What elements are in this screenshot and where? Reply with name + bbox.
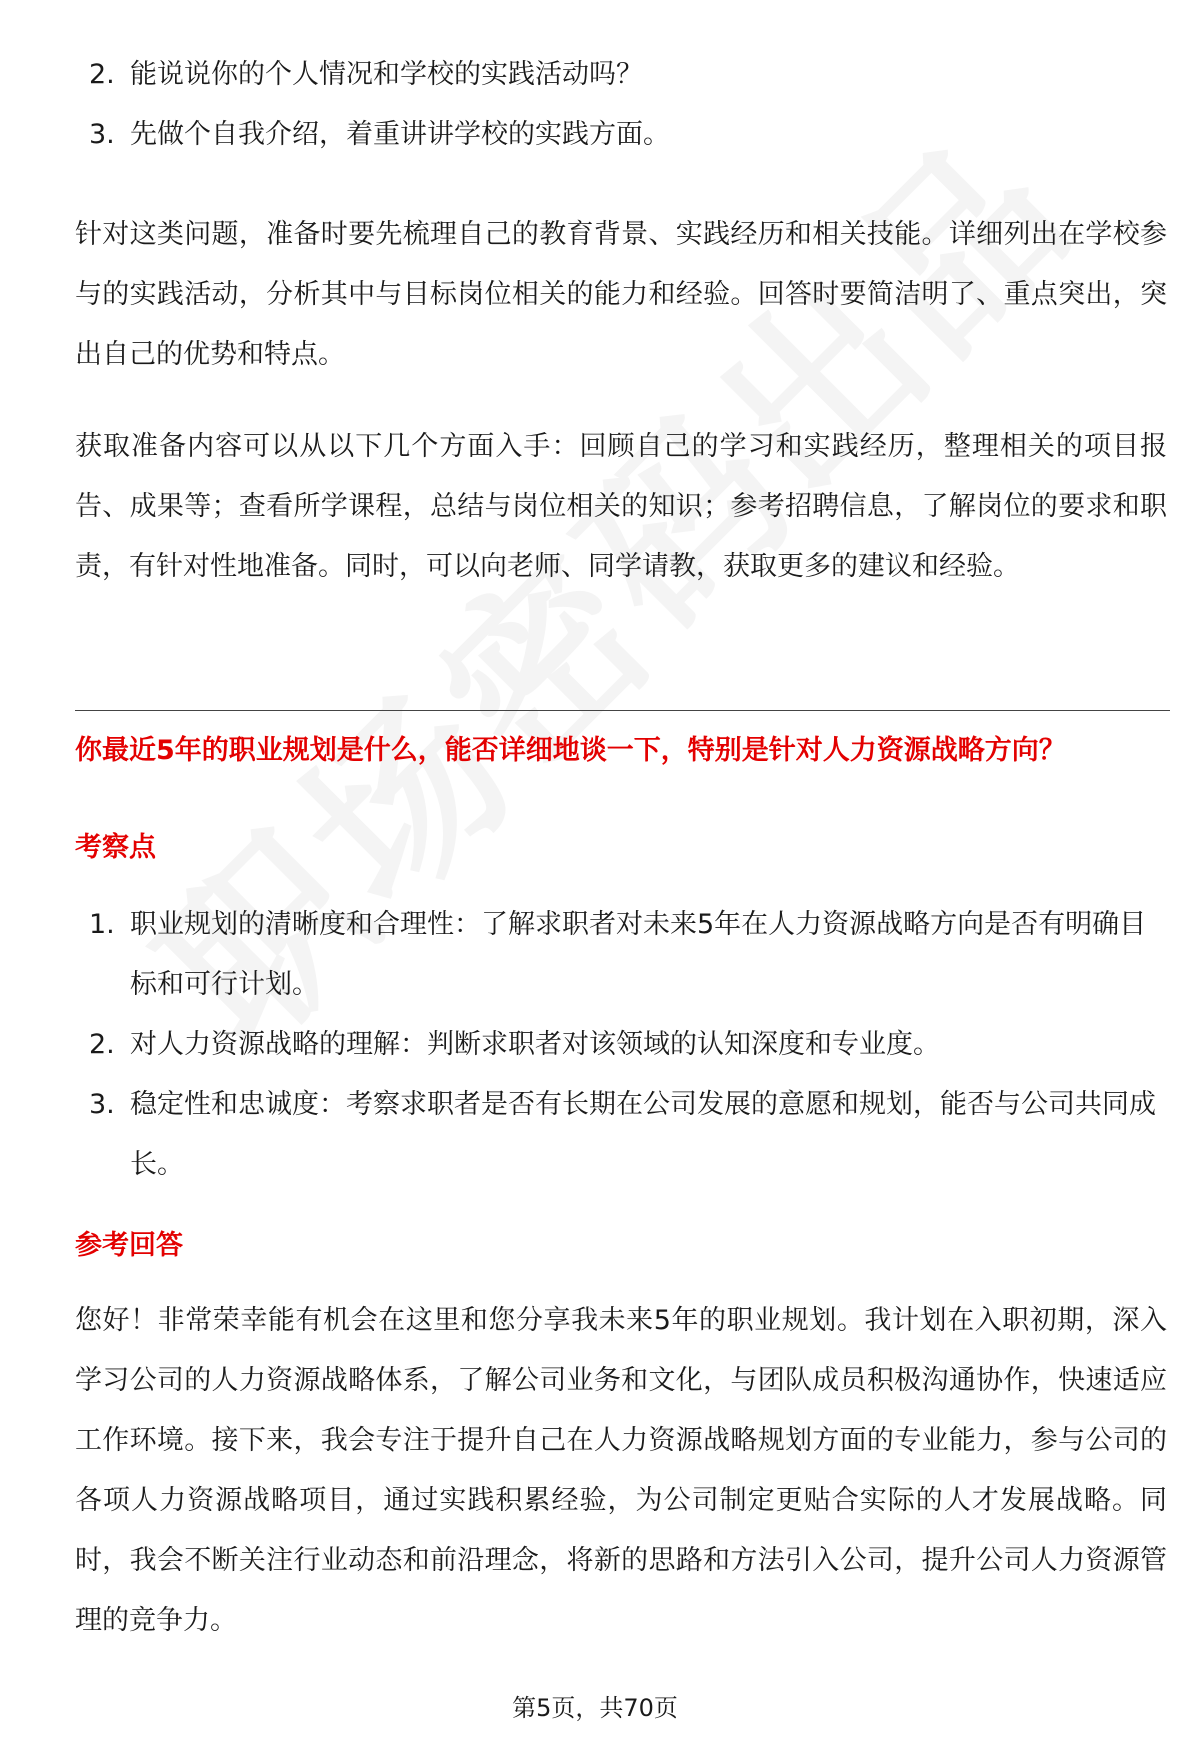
- document-page: [75, 0, 1170, 1755]
- section-divider: [75, 710, 1170, 711]
- answer-paragraph: 您好！非常荣幸能有机会在这里和您分享我未来5年的职业规划。我计划在入职初期，深入学习公司的人力资源战略体系，了解公司业务和文化，与团队成员积极沟通协作，快速适应工作环境。接下来，我会专注于提升自己在人力资源战略规划方面的专业能力，参与公司的各项人力资源战略项目，通过实践积累经验，为公司制定更贴合实际的人才发展战略。同时，我会不断关注行业动态和前沿理念，将新的思路和方法引入公司，提升公司人力资源管理的竞争力。: [75, 1305, 1167, 1636]
- list-item: 2. 能说说你的个人情况和学校的实践活动吗？: [89, 59, 643, 90]
- answer-heading: 参考回答: [75, 1230, 183, 1261]
- top-list: [75, 45, 1170, 165]
- question-title: 你最近5年的职业规划是什么，能否详细地谈一下，特别是针对人力资源战略方向？: [75, 735, 1066, 766]
- list-item: 3. 稳定性和忠诚度：考察求职者是否有长期在公司发展的意愿和规划，能否与公司共同成长。: [89, 1089, 1156, 1180]
- list-item: 2. 对人力资源战略的理解：判断求职者对该领域的认知深度和专业度。: [89, 1029, 940, 1060]
- paragraph-1: 针对这类问题，准备时要先梳理自己的教育背景、实践经历和相关技能。详细列出在学校参与的实践活动，分析其中与目标岗位相关的能力和经验。回答时要简洁明了、重点突出，突出自己的优势和特点。: [75, 219, 1167, 370]
- list-item: 3. 先做个自我介绍，着重讲讲学校的实践方面。: [89, 119, 670, 150]
- kaocha-heading: 考察点: [75, 832, 156, 863]
- kaocha-list: [75, 895, 1170, 1195]
- paragraph-2: 获取准备内容可以从以下几个方面入手：回顾自己的学习和实践经历，整理相关的项目报告、成果等；查看所学课程，总结与岗位相关的知识；参考招聘信息，了解岗位的要求和职责，有针对性地准备。同时，可以向老师、同学请教，获取更多的建议和经验。: [75, 431, 1167, 582]
- page-footer: 第5页，共70页: [512, 1694, 678, 1722]
- list-item: 1. 职业规划的清晰度和合理性：了解求职者对未来5年在人力资源战略方向是否有明确目标和可行计划。: [89, 909, 1147, 1000]
